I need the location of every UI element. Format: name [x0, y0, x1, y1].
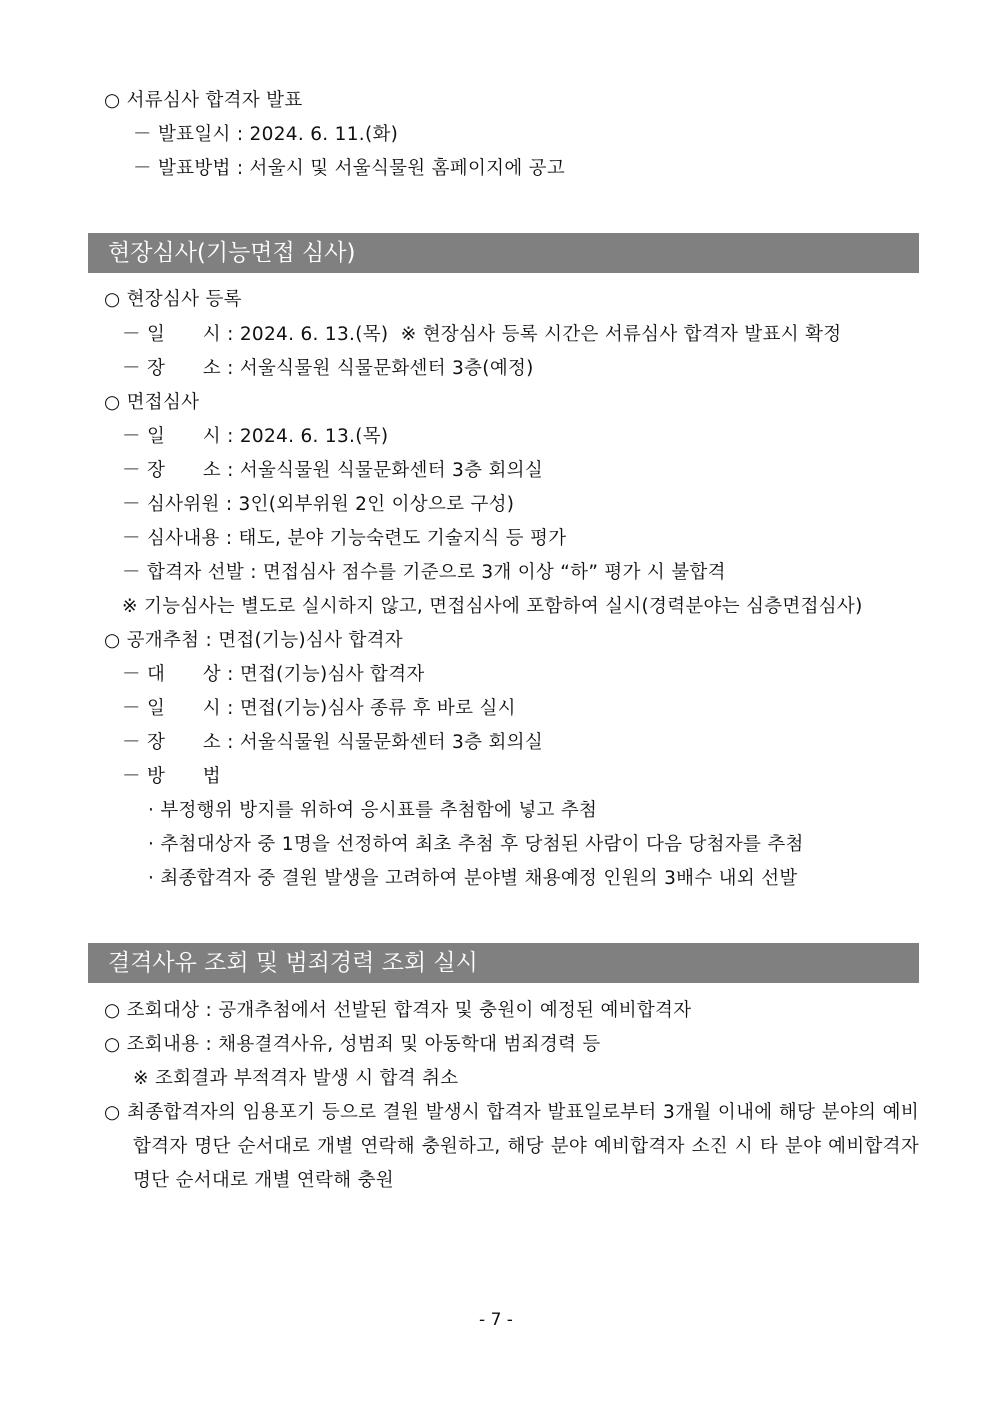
bullet-item: ○ 면접심사 [104, 392, 200, 413]
section-title: 결격사유 조회 및 범죄경력 조회 실시 [108, 950, 478, 976]
dash-item: － 대 상 : 면접(기능)심사 합격자 [122, 664, 425, 685]
section-title: 현장심사(기능면접 심사) [108, 240, 356, 266]
dash-item: － 발표일시 : 2024. 6. 11.(화) [133, 124, 399, 145]
paragraph: ○ 최종합격자의 임용포기 등으로 결원 발생시 합격자 발표일로부터 3개월 이내에 해당 분야의 예비합격자 명단 순서대로 개별 연락해 충원하고, 해당 분야 예비합격자 소진 시 타 분야 예비합격자 명단 순서대로 개별 연락해 충원 [104, 1102, 919, 1191]
dot-item: · 최종합격자 중 결원 발생을 고려하여 분야별 채용예정 인원의 3배수 내외 선발 [148, 868, 798, 889]
dash-item: － 심사내용 : 태도, 분야 기능숙련도 기술지식 등 평가 [122, 528, 567, 549]
note-item: ※ 기능심사는 별도로 실시하지 않고, 면접심사에 포함하여 실시(경력분야는 심층면접심사) [122, 596, 863, 617]
dash-item: － 방 법 [122, 766, 221, 787]
section-header [88, 233, 919, 273]
note-item: ※ 조회결과 부적격자 발생 시 합격 취소 [133, 1068, 459, 1089]
page-number: - 7 - [479, 1310, 513, 1330]
dash-item: － 심사위원 : 3인(외부위원 2인 이상으로 구성) [122, 494, 515, 515]
dash-item: － 장 소 : 서울식물원 식물문화센터 3층 회의실 [122, 460, 543, 481]
bullet-item: ○ 현장심사 등록 [104, 289, 242, 310]
bullet-item: ○ 서류심사 합격자 발표 [104, 90, 303, 111]
dash-item: － 일 시 : 2024. 6. 13.(목) [122, 426, 389, 447]
bullet-item: ○ 공개추첨 : 면접(기능)심사 합격자 [104, 630, 403, 651]
dash-item: － 장 소 : 서울식물원 식물문화센터 3층 회의실 [122, 732, 543, 753]
dash-item: － 합격자 선발 : 면접심사 점수를 기준으로 3개 이상 “하” 평가 시 불합격 [122, 562, 726, 583]
bullet-item: ○ 조회대상 : 공개추첨에서 선발된 합격자 및 충원이 예정된 예비합격자 [104, 1000, 692, 1021]
dash-item: － 발표방법 : 서울시 및 서울식물원 홈페이지에 공고 [133, 158, 566, 179]
dash-item: － 일 시 : 2024. 6. 13.(목) ※ 현장심사 등록 시간은 서류심사 합격자 발표시 확정 [122, 324, 842, 345]
dash-item: － 일 시 : 면접(기능)심사 종류 후 바로 실시 [122, 698, 516, 719]
section-header [88, 943, 919, 983]
dash-item: － 장 소 : 서울식물원 식물문화센터 3층(예정) [122, 358, 534, 379]
dot-item: · 부정행위 방지를 위하여 응시표를 추첨함에 넣고 추첨 [148, 800, 598, 821]
bullet-item: ○ 조회내용 : 채용결격사유, 성범죄 및 아동학대 범죄경력 등 [104, 1034, 601, 1055]
dot-item: · 추첨대상자 중 1명을 선정하여 최초 추첨 후 당첨된 사람이 다음 당첨자를 추첨 [148, 834, 804, 855]
